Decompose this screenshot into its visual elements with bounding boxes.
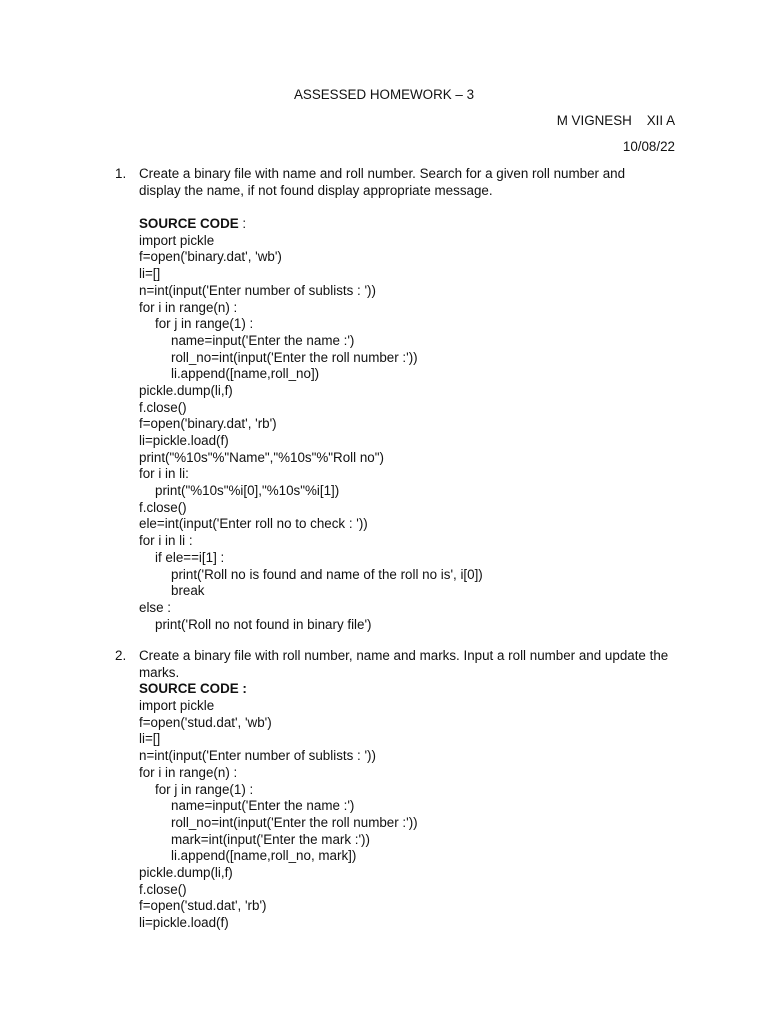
question-2 bbox=[115, 648, 669, 932]
author-line: M VIGNESH XII A bbox=[556, 113, 675, 128]
question-text: Create a binary file with roll number, name and marks. Input a roll number and update the marks. bbox=[139, 648, 669, 680]
code-line: import pickle bbox=[139, 698, 215, 714]
code-line: for i in range(n) : bbox=[139, 299, 238, 315]
code-line: for i in li : bbox=[139, 533, 193, 549]
code-line: name=input('Enter the name :') bbox=[171, 332, 355, 348]
code-line: n=int(input('Enter number of sublists : ')) bbox=[139, 748, 376, 764]
code-line: roll_no=int(input('Enter the roll number :')) bbox=[171, 814, 418, 830]
code-line: f.close() bbox=[139, 399, 187, 415]
code-line: if ele==i[1] : bbox=[155, 549, 225, 565]
code-line: f.close() bbox=[139, 499, 187, 515]
code-line: li.append([name,roll_no]) bbox=[171, 366, 320, 382]
code-line: li=[] bbox=[139, 266, 161, 282]
date: 10/08/22 bbox=[622, 139, 675, 154]
code-line: f=open('binary.dat', 'wb') bbox=[139, 249, 282, 265]
code-line: f=open('stud.dat', 'rb') bbox=[139, 898, 267, 914]
code-line: name=input('Enter the name :') bbox=[171, 798, 355, 814]
code-line: li=[] bbox=[139, 731, 161, 747]
code-line: li=pickle.load(f) bbox=[139, 915, 229, 931]
code-line: f=open('binary.dat', 'rb') bbox=[139, 416, 277, 432]
question-text: Create a binary file with name and roll number. Search for a given roll number and display the name, if not found display appropriate message. bbox=[139, 166, 626, 198]
code-block bbox=[139, 698, 669, 932]
code-line: pickle.dump(li,f) bbox=[139, 864, 233, 880]
question-number: 2. bbox=[115, 648, 127, 663]
page-title: ASSESSED HOMEWORK – 3 bbox=[293, 87, 475, 102]
code-block bbox=[139, 233, 669, 634]
code-line: print("%10s"%"Name","%10s"%"Roll no") bbox=[139, 449, 384, 465]
code-line: print('Roll no not found in binary file') bbox=[155, 616, 372, 632]
code-line: for i in li: bbox=[139, 466, 189, 482]
code-line: li.append([name,roll_no, mark]) bbox=[171, 848, 357, 864]
code-line: else : bbox=[139, 599, 172, 615]
code-line: for i in range(n) : bbox=[139, 764, 238, 780]
source-code-label: SOURCE CODE : bbox=[139, 681, 247, 697]
code-line: ele=int(input('Enter roll no to check : ')) bbox=[139, 516, 368, 532]
code-line: pickle.dump(li,f) bbox=[139, 382, 233, 398]
code-line: for j in range(1) : bbox=[155, 316, 254, 332]
source-code-label: SOURCE CODE : bbox=[139, 216, 247, 232]
code-line: break bbox=[171, 583, 205, 599]
code-line: f.close() bbox=[139, 881, 187, 897]
code-line: n=int(input('Enter number of sublists : ')) bbox=[139, 282, 376, 298]
code-line: f=open('stud.dat', 'wb') bbox=[139, 714, 272, 730]
code-line: print('Roll no is found and name of the roll no is', i[0]) bbox=[171, 566, 483, 582]
code-line: roll_no=int(input('Enter the roll number :')) bbox=[171, 349, 418, 365]
question-number: 1. bbox=[115, 166, 127, 181]
question-1 bbox=[115, 166, 669, 633]
code-line: print("%10s"%i[0],"%10s"%i[1]) bbox=[155, 483, 340, 499]
code-line: li=pickle.load(f) bbox=[139, 433, 229, 449]
code-line: mark=int(input('Enter the mark :')) bbox=[171, 831, 370, 847]
code-line: for j in range(1) : bbox=[155, 781, 254, 797]
code-line: import pickle bbox=[139, 232, 215, 248]
